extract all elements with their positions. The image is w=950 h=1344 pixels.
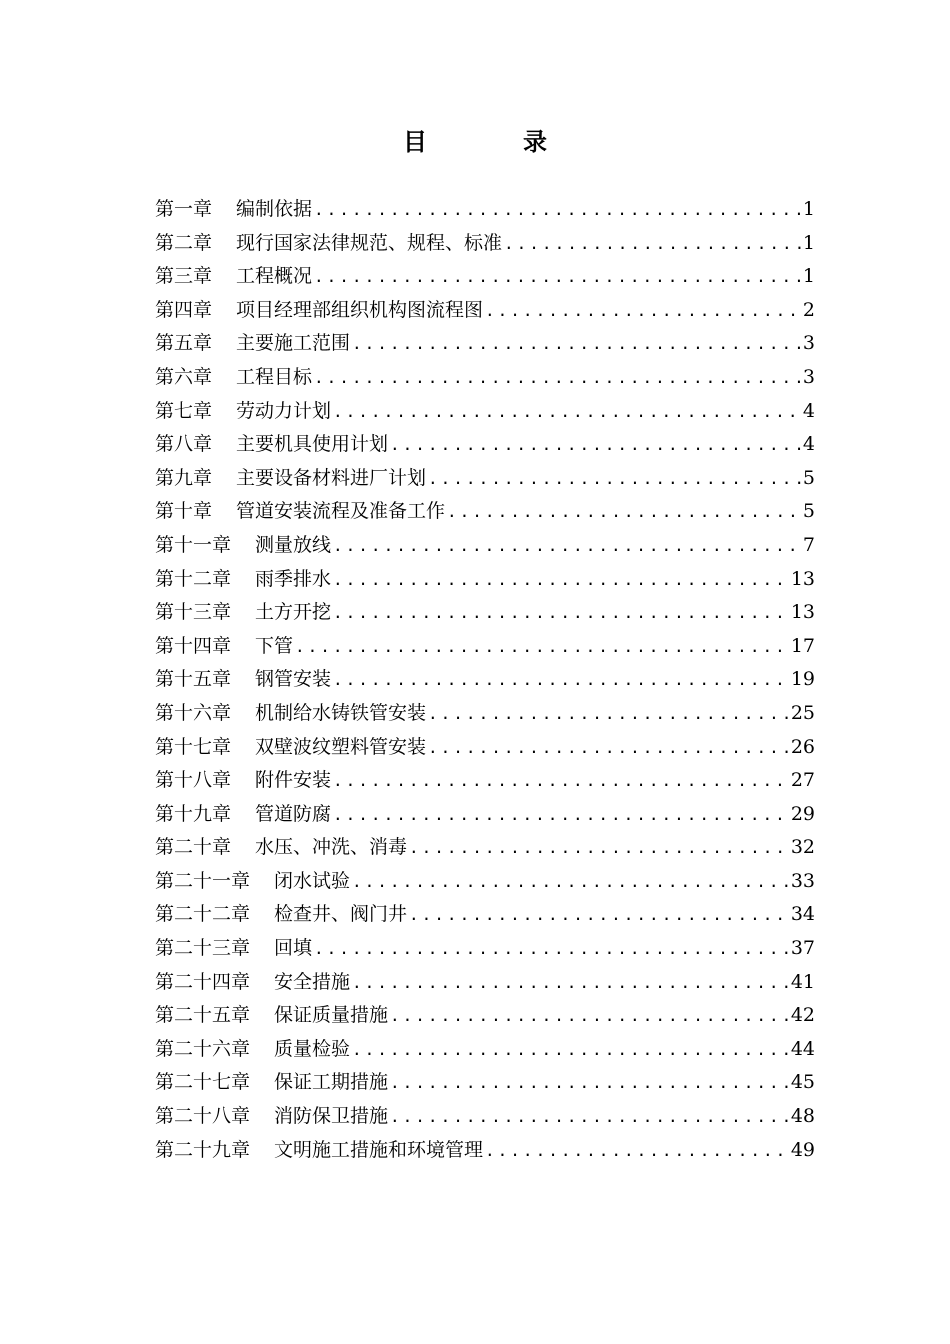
toc-page-number: 37 — [790, 937, 815, 960]
toc-page-number: 48 — [790, 1105, 815, 1128]
toc-dot-leader — [295, 630, 789, 664]
toc-chapter-title: 保证工期措施 — [274, 1071, 389, 1094]
toc-chapter-number: 第十章 — [155, 500, 213, 523]
toc-chapter-number: 第二十七章 — [155, 1071, 251, 1094]
toc-chapter-number: 第三章 — [155, 265, 213, 288]
toc-dot-leader — [314, 361, 801, 395]
toc-dot-leader — [390, 428, 801, 462]
toc-chapter-number: 第二十章 — [155, 836, 232, 859]
toc-page-number: 33 — [790, 869, 815, 892]
toc-dot-leader — [333, 596, 789, 630]
toc-entry[interactable] — [155, 193, 815, 227]
toc-chapter-number: 第十一章 — [155, 533, 232, 556]
toc-chapter-title: 检查井、阀门井 — [274, 903, 408, 926]
toc-entry[interactable] — [155, 697, 815, 731]
toc-chapter-title: 水压、冲洗、消毒 — [255, 836, 408, 859]
toc-chapter-title: 测量放线 — [255, 533, 332, 556]
toc-dot-leader — [314, 193, 801, 227]
toc-page-number: 17 — [790, 634, 815, 657]
toc-entry[interactable] — [155, 663, 815, 697]
toc-dot-leader — [314, 932, 789, 966]
toc-dot-leader — [333, 798, 789, 832]
toc-dot-leader — [352, 327, 801, 361]
toc-entry[interactable] — [155, 294, 815, 328]
toc-chapter-title: 质量检验 — [274, 1037, 351, 1060]
toc-chapter-title: 附件安装 — [255, 769, 332, 792]
toc-chapter-title: 下管 — [255, 634, 294, 657]
toc-page-number: 44 — [790, 1037, 815, 1060]
toc-page-number: 19 — [790, 668, 815, 691]
toc-chapter-number: 第十四章 — [155, 634, 232, 657]
toc-entry[interactable] — [155, 731, 815, 765]
toc-chapter-number: 第十八章 — [155, 769, 232, 792]
toc-page-number: 1 — [802, 231, 815, 254]
toc-entry[interactable] — [155, 798, 815, 832]
toc-dot-leader — [352, 1033, 789, 1067]
toc-dot-leader — [314, 260, 801, 294]
toc-dot-leader — [485, 1134, 789, 1168]
toc-chapter-title: 回填 — [274, 937, 313, 960]
toc-chapter-number: 第十九章 — [155, 802, 232, 825]
toc-dot-leader — [333, 395, 801, 429]
toc-page-number: 4 — [802, 399, 815, 422]
toc-entry[interactable] — [155, 596, 815, 630]
toc-page-number: 13 — [790, 601, 815, 624]
toc-page-number: 1 — [802, 198, 815, 220]
toc-entry[interactable] — [155, 1100, 815, 1134]
toc-entry[interactable] — [155, 227, 815, 261]
toc-chapter-number: 第十六章 — [155, 701, 232, 724]
toc-page-number: 1 — [802, 265, 815, 288]
toc-dot-leader — [333, 563, 789, 597]
toc-chapter-number: 第十七章 — [155, 735, 232, 758]
toc-entry[interactable] — [155, 865, 815, 899]
toc-chapter-number: 第二十五章 — [155, 1004, 251, 1027]
toc-chapter-title: 安全措施 — [274, 970, 351, 993]
toc-chapter-number: 第二十一章 — [155, 869, 251, 892]
toc-chapter-title: 雨季排水 — [255, 567, 332, 590]
toc-chapter-number: 第五章 — [155, 332, 213, 355]
toc-chapter-number: 第二章 — [155, 231, 213, 254]
toc-entry[interactable] — [155, 563, 815, 597]
toc-page-number: 25 — [790, 701, 815, 724]
toc-dot-leader — [428, 697, 789, 731]
toc-chapter-title: 闭水试验 — [274, 869, 351, 892]
toc-chapter-title: 现行国家法律规范、规程、标准 — [236, 231, 503, 254]
toc-entry[interactable] — [155, 1066, 815, 1100]
toc-chapter-number: 第二十四章 — [155, 970, 251, 993]
page-title — [0, 122, 950, 157]
toc-dot-leader — [428, 462, 801, 496]
toc-page-number: 5 — [802, 466, 815, 489]
toc-chapter-number: 第二十六章 — [155, 1037, 251, 1060]
toc-page-number: 2 — [802, 298, 815, 321]
page-title-part-2: 录 — [523, 127, 547, 156]
toc-chapter-title: 双壁波纹塑料管安装 — [255, 735, 427, 758]
toc-chapter-number: 第二十九章 — [155, 1138, 251, 1161]
toc-chapter-number: 第九章 — [155, 466, 213, 489]
toc-chapter-title: 工程目标 — [236, 365, 313, 388]
toc-entry[interactable] — [155, 428, 815, 462]
toc-chapter-number: 第一章 — [155, 198, 213, 220]
toc-page-number: 4 — [802, 433, 815, 456]
toc-dot-leader — [333, 764, 789, 798]
toc-chapter-title: 主要设备材料进厂计划 — [236, 466, 427, 489]
toc-chapter-number: 第二十二章 — [155, 903, 251, 926]
toc-chapter-title: 文明施工措施和环境管理 — [274, 1138, 484, 1161]
toc-entry[interactable] — [155, 831, 815, 865]
toc-page-number: 27 — [790, 769, 815, 792]
toc-dot-leader — [352, 966, 789, 1000]
toc-page-number: 29 — [790, 802, 815, 825]
toc-page-number: 42 — [790, 1004, 815, 1027]
toc-chapter-number: 第十二章 — [155, 567, 232, 590]
toc-page-number: 45 — [790, 1071, 815, 1094]
toc-page-number: 41 — [790, 970, 815, 993]
toc-entry[interactable] — [155, 260, 815, 294]
toc-page-number: 34 — [790, 903, 815, 926]
toc-chapter-number: 第十三章 — [155, 601, 232, 624]
toc-dot-leader — [390, 1100, 789, 1134]
toc-entry[interactable] — [155, 361, 815, 395]
toc-page-number: 49 — [790, 1138, 815, 1161]
toc-entry[interactable] — [155, 630, 815, 664]
toc-chapter-title: 保证质量措施 — [274, 1004, 389, 1027]
toc-dot-leader — [333, 529, 801, 563]
toc-dot-leader — [390, 999, 789, 1033]
toc-entry[interactable] — [155, 1033, 815, 1067]
toc-entry[interactable] — [155, 932, 815, 966]
toc-chapter-title: 管道安装流程及准备工作 — [236, 500, 446, 523]
toc-chapter-title: 钢管安装 — [255, 668, 332, 691]
toc-entry[interactable] — [155, 966, 815, 1000]
toc-chapter-title: 主要施工范围 — [236, 332, 351, 355]
toc-chapter-title: 工程概况 — [236, 265, 313, 288]
toc-page-number: 13 — [790, 567, 815, 590]
toc-entry[interactable] — [155, 999, 815, 1033]
toc-chapter-number: 第四章 — [155, 298, 213, 321]
toc-chapter-title: 劳动力计划 — [236, 399, 332, 422]
toc-dot-leader — [390, 1066, 789, 1100]
toc-dot-leader — [333, 663, 789, 697]
toc-chapter-title: 编制依据 — [236, 198, 313, 220]
toc-page-number: 3 — [802, 365, 815, 388]
toc-page-number: 26 — [790, 735, 815, 758]
toc-chapter-number: 第二十八章 — [155, 1105, 251, 1128]
toc-chapter-title: 土方开挖 — [255, 601, 332, 624]
toc-entry[interactable] — [155, 1134, 815, 1168]
toc-dot-leader — [409, 898, 789, 932]
toc-chapter-number: 第二十三章 — [155, 937, 251, 960]
toc-dot-leader — [485, 294, 801, 328]
toc-chapter-number: 第十五章 — [155, 668, 232, 691]
toc-page-number: 32 — [790, 836, 815, 859]
toc-entry[interactable] — [155, 764, 815, 798]
toc-entry[interactable] — [155, 395, 815, 429]
page-title-part-1: 目 — [403, 127, 427, 156]
table-of-contents — [155, 193, 815, 1167]
toc-chapter-number: 第六章 — [155, 365, 213, 388]
toc-entry[interactable] — [155, 462, 815, 496]
toc-chapter-title: 项目经理部组织机构图流程图 — [236, 298, 484, 321]
toc-page-number: 5 — [802, 500, 815, 523]
toc-dot-leader — [409, 831, 789, 865]
toc-chapter-title: 机制给水铸铁管安装 — [255, 701, 427, 724]
toc-chapter-title: 管道防腐 — [255, 802, 332, 825]
toc-chapter-title: 主要机具使用计划 — [236, 433, 389, 456]
toc-chapter-number: 第七章 — [155, 399, 213, 422]
toc-chapter-title: 消防保卫措施 — [274, 1105, 389, 1128]
toc-entry[interactable] — [155, 898, 815, 932]
toc-page-number: 3 — [802, 332, 815, 355]
toc-dot-leader — [352, 865, 789, 899]
toc-entry[interactable] — [155, 327, 815, 361]
toc-dot-leader — [447, 495, 801, 529]
toc-entry[interactable] — [155, 529, 815, 563]
toc-dot-leader — [428, 731, 789, 765]
toc-page-number: 7 — [802, 533, 815, 556]
toc-chapter-number: 第八章 — [155, 433, 213, 456]
toc-entry[interactable] — [155, 495, 815, 529]
toc-dot-leader — [504, 227, 801, 261]
